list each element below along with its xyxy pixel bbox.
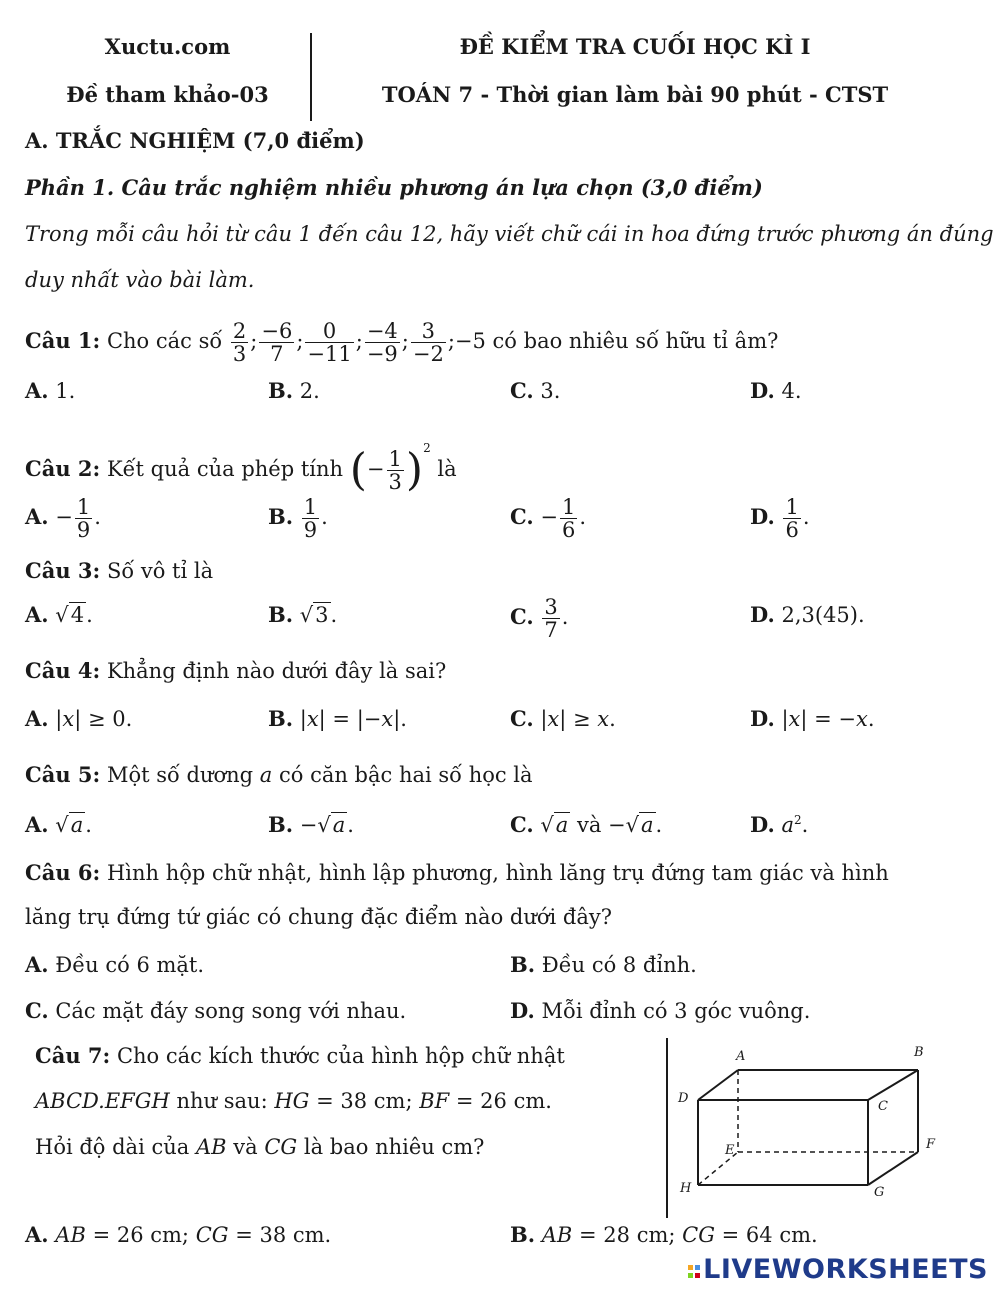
exam-title: ĐỀ KIỂM TRA CUỐI HỌC KÌ I bbox=[459, 34, 811, 59]
q1-label: Câu 1: bbox=[25, 328, 101, 353]
q6-option-b[interactable]: B. Đều có 8 đỉnh. bbox=[510, 952, 697, 977]
q3-option-a[interactable]: A. √4. bbox=[25, 602, 93, 627]
q7-stem-line-2: ABCD.EFGH như sau: HG = 38 cm; BF = 26 cm. bbox=[35, 1089, 552, 1113]
q1-option-d[interactable]: D. 4. bbox=[750, 378, 802, 403]
q2-label: Câu 2: bbox=[25, 456, 101, 481]
site-name: Xuctu.com bbox=[104, 34, 231, 59]
fraction: $\frac{-4}{-9}$ bbox=[366, 318, 398, 366]
instruction-line-2: duy nhất vào bài làm. bbox=[25, 268, 255, 292]
q2-text-before: Kết quả của phép tính bbox=[106, 457, 344, 481]
q6-stem-line-1: Câu 6: Hình hộp chữ nhật, hình lập phương, hình lăng trụ đứng tam giác và hình bbox=[25, 860, 889, 885]
q4-option-d[interactable]: D. |x| = −x. bbox=[750, 706, 875, 731]
q4-label: Câu 4: bbox=[25, 658, 101, 683]
q2-text-after: là bbox=[437, 457, 457, 481]
q5-label: Câu 5: bbox=[25, 762, 101, 787]
q4-stem: Câu 4: Khẳng định nào dưới đây là sai? bbox=[25, 658, 447, 683]
vertex-label: A bbox=[736, 1049, 746, 1064]
exam-code: Đề tham khảo-03 bbox=[66, 82, 269, 107]
instruction-line-1: Trong mỗi câu hỏi từ câu 1 đến câu 12, hãy viết chữ cái in hoa đứng trước phương án đúng bbox=[25, 222, 994, 246]
exam-subtitle: TOÁN 7 - Thời gian làm bài 90 phút - CTST bbox=[381, 82, 889, 107]
q1-text-after: có bao nhiêu số hữu tỉ âm? bbox=[492, 329, 779, 353]
vertex-label: D bbox=[678, 1091, 689, 1106]
q5-option-c[interactable]: C. √a và −√a. bbox=[510, 812, 663, 837]
q7-option-a[interactable]: A. AB = 26 cm; CG = 38 cm. bbox=[25, 1222, 332, 1247]
q2-option-a[interactable]: A. − $\frac{1}{9}$ . bbox=[25, 495, 101, 543]
vertex-label: C bbox=[878, 1099, 888, 1114]
q3-stem: Câu 3: Số vô tỉ là bbox=[25, 558, 214, 583]
q6-option-d[interactable]: D. Mỗi đỉnh có 3 góc vuông. bbox=[510, 998, 811, 1023]
vertex-label: H bbox=[680, 1181, 692, 1196]
section-a-title: A. TRẮC NGHIỆM (7,0 điểm) bbox=[25, 128, 365, 153]
q6-label: Câu 6: bbox=[25, 860, 101, 885]
q4-option-b[interactable]: B. |x| = |−x|. bbox=[268, 706, 407, 731]
q4-option-a[interactable]: A. |x| ≥ 0. bbox=[25, 706, 133, 731]
q1-option-a[interactable]: A. 1. bbox=[25, 378, 76, 403]
q1-stem: Câu 1: Cho các số $\frac{2}{3}$ ; $\frac{-6}{7}$ ; $\frac{0}{-11}$ ; $\frac{-4}{-9}$ ; $\frac{3}{-2}$ ;−5 có bao nhiêu số hữu tỉ âm? bbox=[25, 318, 779, 366]
part1-title: Phần 1. Câu trắc nghiệm nhiều phương án lựa chọn (3,0 điểm) bbox=[25, 175, 763, 200]
header-divider bbox=[310, 33, 312, 121]
q2-option-b[interactable]: B. $\frac{1}{9}$ . bbox=[268, 495, 328, 543]
q1-text-before: Cho các số bbox=[106, 329, 223, 353]
q7-stem-line-3: Hỏi độ dài của AB và CG là bao nhiêu cm? bbox=[35, 1135, 485, 1159]
q1-option-c[interactable]: C. 3. bbox=[510, 378, 561, 403]
fraction: $\frac{-6}{7}$ bbox=[261, 318, 293, 366]
q3-label: Câu 3: bbox=[25, 558, 101, 583]
q6-option-c[interactable]: C. Các mặt đáy song song với nhau. bbox=[25, 998, 407, 1023]
q2-stem: Câu 2: Kết quả của phép tính (− $\frac{1}{3}$ )$^2$ là bbox=[25, 441, 457, 496]
vertex-label: E bbox=[725, 1143, 735, 1158]
q5-stem: Câu 5: Một số dương a có căn bậc hai số học là bbox=[25, 762, 533, 787]
q6-stem-line-2: lăng trụ đứng tứ giác có chung đặc điểm nào dưới đây? bbox=[25, 905, 612, 929]
q3-option-c[interactable]: C. $\frac{3}{7}$ . bbox=[510, 595, 569, 643]
q4-option-c[interactable]: C. |x| ≥ x. bbox=[510, 706, 616, 731]
q7-stem-line-1: Câu 7: Cho các kích thước của hình hộp chữ nhật bbox=[35, 1043, 565, 1068]
vertex-label: G bbox=[874, 1185, 885, 1200]
q3-option-d[interactable]: D. 2,3(45). bbox=[750, 602, 865, 627]
logo-grid-icon bbox=[687, 1263, 703, 1279]
q2-option-d[interactable]: D. $\frac{1}{6}$ . bbox=[750, 495, 810, 543]
q7-label: Câu 7: bbox=[35, 1043, 111, 1068]
q6-option-a[interactable]: A. Đều có 6 mặt. bbox=[25, 952, 205, 977]
q5-option-d[interactable]: D. $a^2$. bbox=[750, 812, 809, 837]
fraction: $\frac{2}{3}$ bbox=[232, 318, 247, 366]
q7-option-b[interactable]: B. AB = 28 cm; CG = 64 cm. bbox=[510, 1222, 818, 1247]
q2-option-c[interactable]: C. − $\frac{1}{6}$ . bbox=[510, 495, 586, 543]
fraction: $\frac{1}{3}$ bbox=[388, 446, 402, 494]
q5-option-a[interactable]: A. √a. bbox=[25, 812, 92, 837]
fraction: $\frac{3}{-2}$ bbox=[412, 318, 444, 366]
vertex-label: B bbox=[914, 1045, 924, 1060]
q1-option-b[interactable]: B. 2. bbox=[268, 378, 320, 403]
rectangular-box-figure bbox=[668, 1040, 968, 1210]
q5-option-b[interactable]: B. −√a. bbox=[268, 812, 354, 837]
fraction: $\frac{0}{-11}$ bbox=[307, 318, 352, 366]
liveworksheets-logo: LIVEWORKSHEETS bbox=[687, 1254, 988, 1285]
vertex-label: F bbox=[926, 1137, 936, 1152]
q3-option-b[interactable]: B. √3. bbox=[268, 602, 338, 627]
